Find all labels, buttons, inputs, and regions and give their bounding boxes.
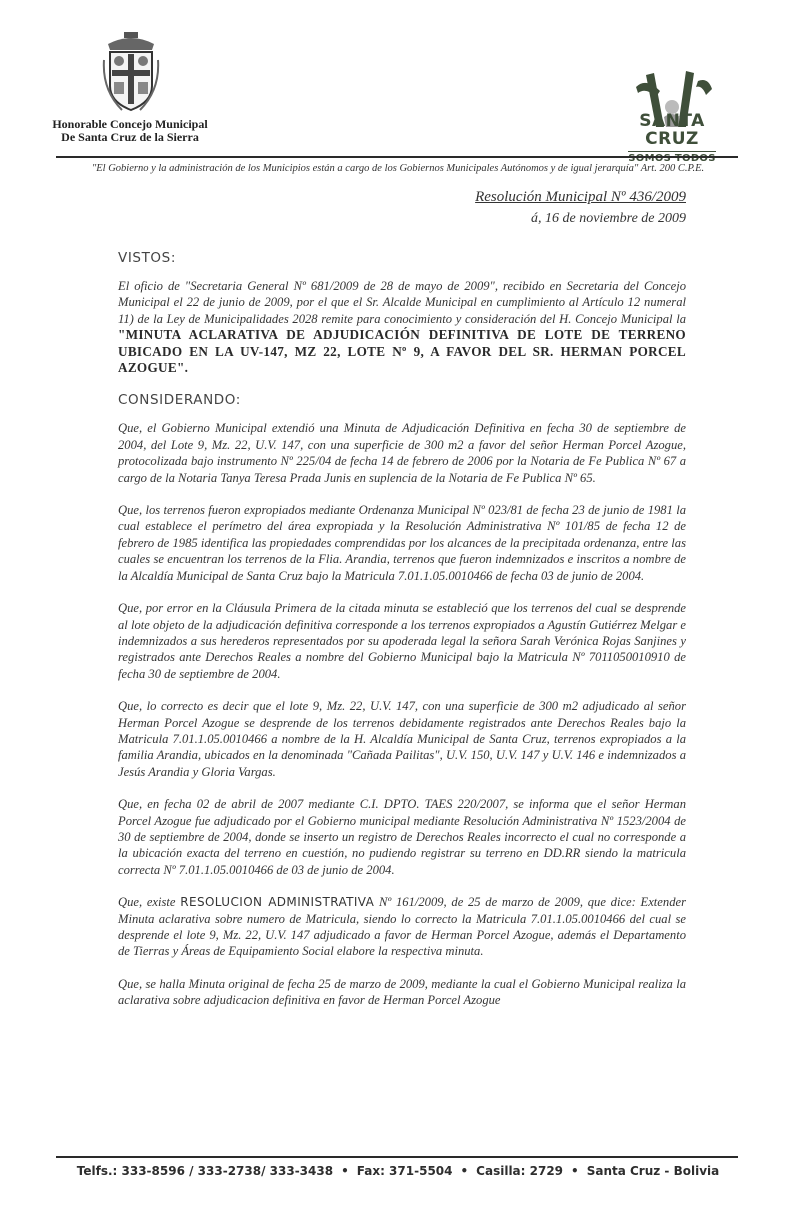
council-name [40,118,220,144]
footer-bullet: • [341,1164,349,1178]
p6-resolution-label: RESOLUCION ADMINISTRATIVA [180,895,375,910]
p6-rest: Nº 161/2009, de 25 de marzo de 2009, que dice: Extender Minuta aclarativa sobre numero de Matricula, siendo lo correcto la Matricula 7.01.1.05.0010466 del cual se desprende el lote 9, Mz. 22, U.V. 147 adjudicado a favor de Herman Porcel Azogue, además el Departamento de Tierras y Áreas de Equipamiento Social elabore la respectiva minuta. [118,895,686,959]
council-name-line1: Honorable Concejo Municipal [52,117,208,131]
considerando-paragraph-2: Que, los terrenos fueron expropiados mediante Ordenanza Municipal Nº 023/81 de fecha 23 de junio de 1981 la cual establece el perímetro del área expropiada y la Resolución Administrativa Nº 101/85 de fecha 12 de febrero de 1985 identifica las propiedades comprendidas por los alcances de la precipitada ordenanza, entre las cuales se encuentran los terrenos de la Flia. Arandia, terrenos que fueron indemnizados e inscritos a nombre de la Alcaldía Municipal de Santa Cruz bajo la Matricula 7.01.1.05.0010466 de fecha 03 de junio de 2004. [118,503,686,583]
considerando-paragraph-6 [118,894,686,960]
document-body [118,236,686,1025]
resolution-title: Resolución Municipal Nº 436/2009 [475,189,686,205]
considerando-paragraph-4: Que, lo correcto es decir que el lote 9, Mz. 22, U.V. 147, con una superficie de 300 m2 adjudicado al señor Herman Porcel Azogue se desprende de los terrenos debidamente registrados ante Derechos Reales bajo la Matricula 7.01.1.05.0010466 a nombre de la H. Alcaldía Municipal de Santa Cruz, terrenos expropiados a la familia Arandia, ubicados en la denominada "Cañada Pailitas", U.V. 150, U.V. 147 y U.V. 146 e indemnizados a Jesús Arandia y Gloria Vargas. [118,699,686,779]
resolution-date: á, 16 de noviembre de 2009 [531,211,686,226]
letterhead [0,26,800,164]
vistos-text: El oficio de "Secretaria General Nº 681/2009 de 28 de mayo de 2009", recibido en Secretaria del Concejo Municipal el 22 de junio de 2009, por el que el Sr. Alcalde Municipal en cumplimiento al Artículo 12 numeral 11) de la Ley de Municipalidades 2028 remite para conocimiento y consideración del H. Concejo Municipal la [118,279,686,326]
constitution-quote: "El Gobierno y la administración de los Municipios están a cargo de los Gobiernos Municipales Autónomos y de igual jerarquía" Art. 200 C.P.E. [91,163,705,174]
header-divider [56,156,738,158]
considerando-paragraph-7: Que, se halla Minuta original de fecha 25 de marzo de 2009, mediante la cual el Gobierno Municipal realiza la aclarativa sobre adjudicacion definitiva en favor de Herman Porcel Azogue [118,976,686,1008]
council-name-line2: De Santa Cruz de la Sierra [61,130,199,144]
contact-footer [56,1164,740,1178]
footer-bullet: • [460,1164,469,1178]
footer-divider [56,1156,738,1158]
footer-box: Casilla: 2729 [476,1164,564,1178]
vistos-heading: VISTOS: [118,250,176,266]
p6-lead: Que, existe [118,895,181,910]
brand-slogan: SOMOS TODOS [628,153,716,164]
vistos-paragraph [118,278,686,376]
footer-phones: Telfs.: 333-8596 / 333-2738/ 333-3438 [76,1164,334,1178]
vistos-minuta-title: "MINUTA ACLARATIVA DE ADJUDICACIÓN DEFINITIVA DE LOTE DE TERRENO UBICADO EN LA UV-147, MZ 22, LOTE Nº 9, A FAVOR DEL SR. HERMAN PORCEL AZOGUE". [118,327,686,376]
considerando-paragraph-3: Que, por error en la Cláusula Primera de la citada minuta se estableció que los terrenos del cual se desprende al lote objeto de la adjudicación definitiva corresponde a los terrenos expropiados a Agustín Gutiérrez Melgar e indemnizados a sus herederos representados por su apoderada legal la señora Sarah Verónica Rojas Sanjines y registrados ante Derechos Reales a nombre del Gobierno Municipal bajo la Matricula Nº 7011050010910 de fecha 30 de septiembre de 2004. [118,601,686,681]
brand-name: SANTA CRUZ [639,111,705,149]
considerando-paragraph-1: Que, el Gobierno Municipal extendió una Minuta de Adjudicación Definitiva en fecha 30 de septiembre de 2004, del Lote 9, Mz. 22, U.V. 147, con una superficie de 300 m2 a favor del señor Herman Porcel Azogue, protocolizada bajo instrumento Nº 225/04 de fecha 14 de febrero de 2006 por la Notaria de Fe Publica Nº 67 a cargo de la Notaria Tanya Teresa Prada Junis en suplencia de la Notaria de Fe Publica Nº 65. [118,421,686,485]
coat-of-arms-icon [102,30,160,114]
footer-city: Santa Cruz - Bolivia [586,1164,720,1178]
footer-fax: Fax: 371-5504 [356,1164,453,1178]
considerando-heading: CONSIDERANDO: [118,392,241,409]
considerando-paragraph-5: Que, en fecha 02 de abril de 2007 mediante C.I. DPTO. TAES 220/2007, se informa que el señor Herman Porcel Azogue fue adjudicado por el Gobierno municipal mediante Resolución Administrativa Nº 1523/2004 de 30 de septiembre de 2004, donde se inserto un registro de Derechos Reales incorrecto el cual no corresponde a la ubicación exacta del terreno en cuestión, no pudiendo registrar su terreno en DD.RR siendo la matricula correcta Nº 7.01.1.05.0010466 de 03 de junio de 2004. [118,797,686,877]
footer-bullet: • [571,1164,579,1178]
